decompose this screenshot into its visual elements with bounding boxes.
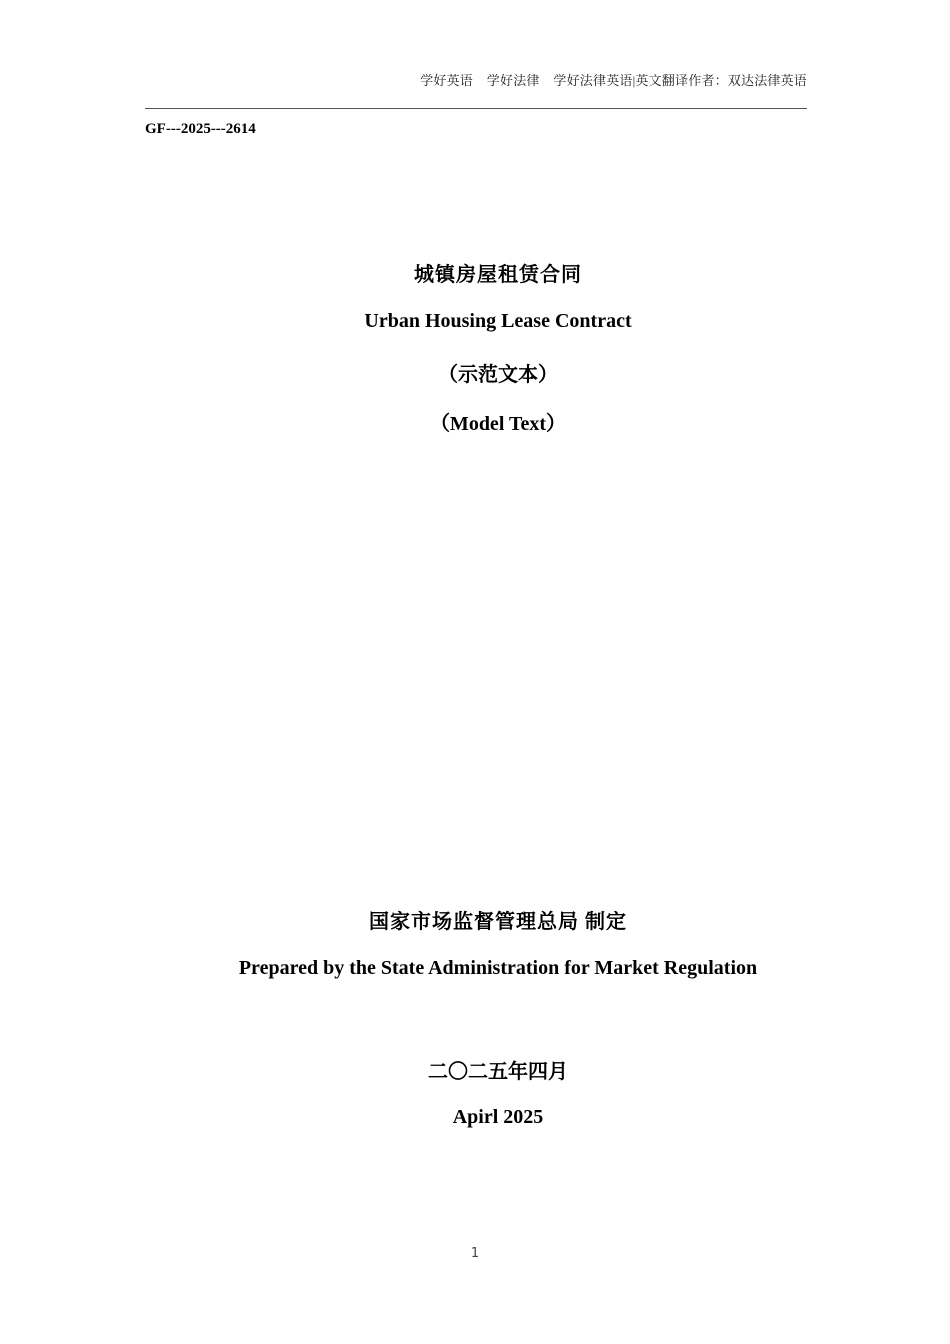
page-header — [145, 66, 807, 109]
prepared-by-english: Prepared by the State Administration for Market Regulation — [238, 957, 758, 979]
title-english: Urban Housing Lease Contract — [364, 310, 632, 332]
header-text: 学好英语 学好法律 学好法律英语|英文翻译作者：双达法律英语 — [420, 73, 807, 88]
title-chinese: 城镇房屋租赁合同 — [414, 264, 582, 286]
date-english: Apirl 2025 — [452, 1106, 544, 1128]
page-number: 1 — [470, 1246, 480, 1261]
prepared-by-chinese: 国家市场监督管理总局 制定 — [369, 911, 627, 933]
subtitle-chinese: （示范文本） — [438, 364, 558, 386]
subtitle-english: （Model Text） — [429, 413, 567, 435]
date-chinese: 二〇二五年四月 — [428, 1061, 568, 1083]
document-code: GF---2025---2614 — [145, 121, 256, 137]
